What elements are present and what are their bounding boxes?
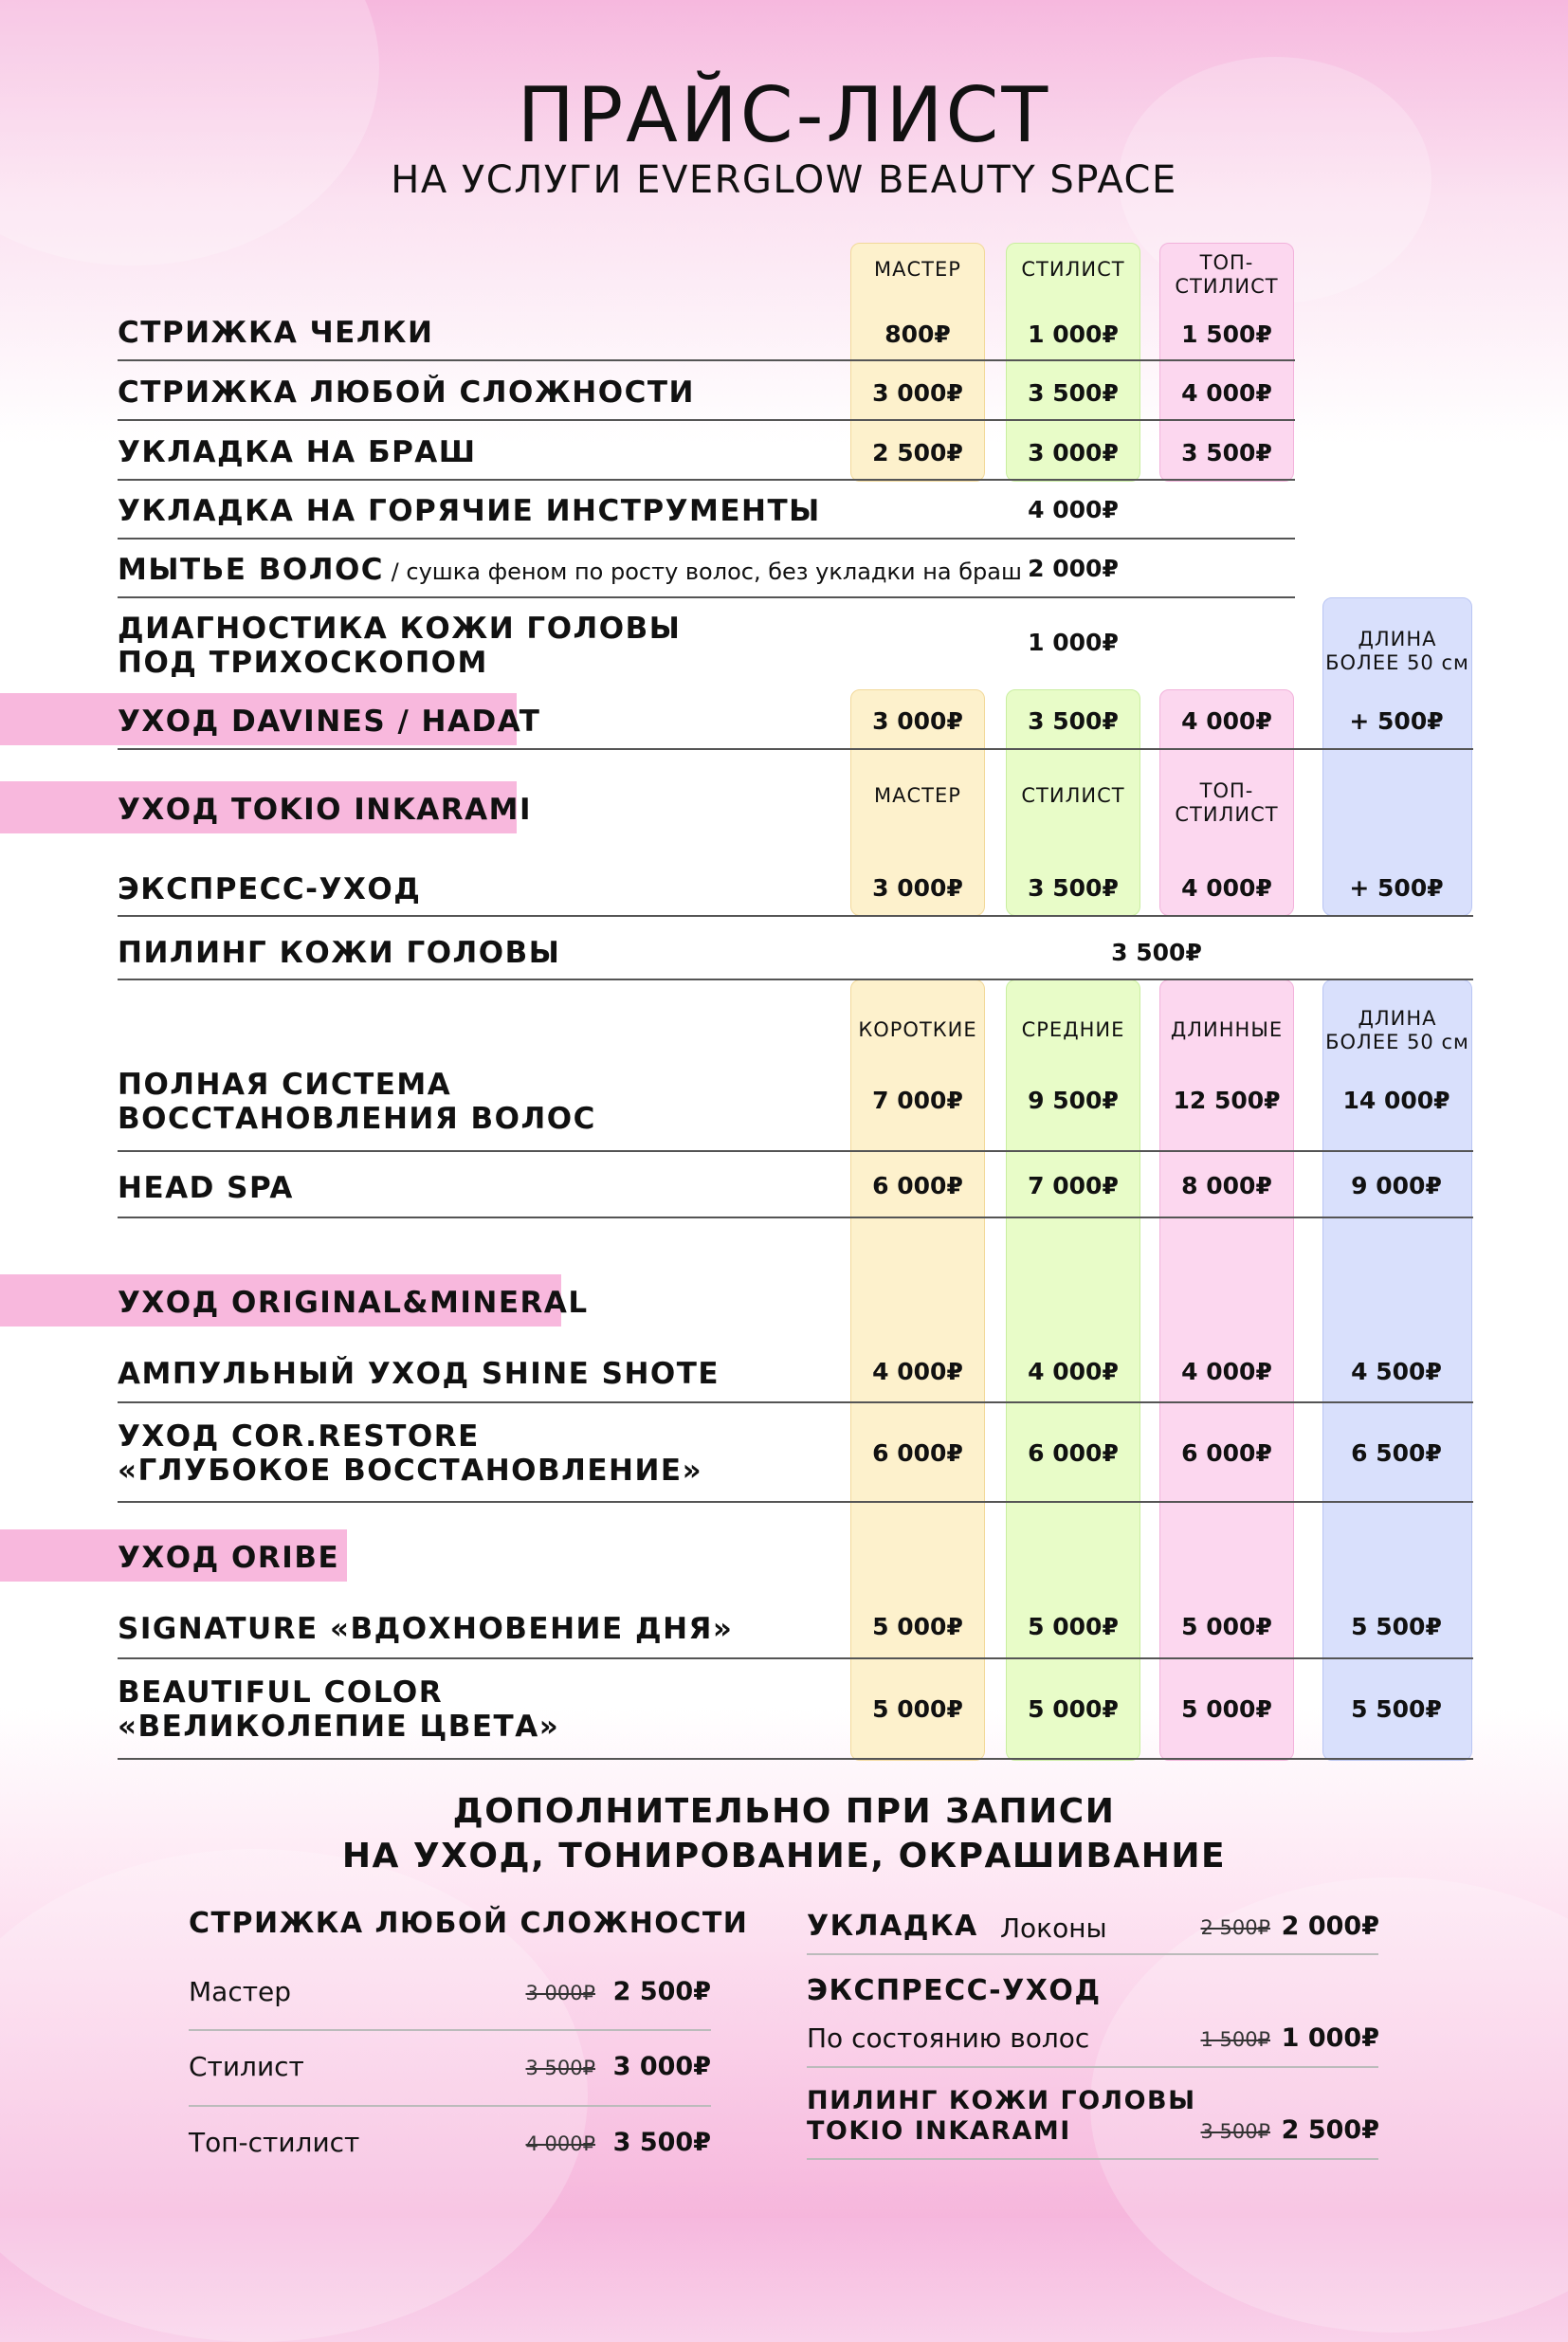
price-extra-long: 9 000₽ [1351,1172,1442,1199]
column-header: МАСТЕР [874,258,961,281]
price-master: 2 500₽ [872,439,963,467]
extra-divider [807,2158,1378,2160]
price-short: 6 000₽ [872,1172,963,1199]
row-divider [118,1150,1473,1152]
old-price: 3 500₽ [525,2057,595,2079]
service-name: ЭКСПРЕСС-УХОД [118,872,422,906]
column-header: МАСТЕР [874,784,961,807]
section-title: УХОД ORIBE [118,1541,340,1575]
price-single: 2 000₽ [1028,555,1119,582]
column-header: ДЛИНА БОЛЕЕ 50 см [1325,1007,1469,1053]
extra-label: По состоянию волос [807,2022,1090,2054]
price-stylist: 3 000₽ [1028,439,1119,467]
column-header: КОРОТКИЕ [858,1018,977,1041]
new-price: 3 500₽ [612,2128,711,2157]
price-short: 5 000₽ [872,1613,963,1640]
price-top-stylist: 4 000₽ [1181,874,1272,902]
extra-label: Стилист [189,2051,304,2082]
price-medium: 6 000₽ [1028,1439,1119,1467]
page-subtitle: НА УСЛУГИ EVERGLOW BEAUTY SPACE [391,158,1177,202]
column-header: СТИЛИСТ [1021,258,1125,281]
row-divider [118,1758,1473,1760]
old-price: 3 000₽ [525,1982,595,2004]
price-long: 8 000₽ [1181,1172,1272,1199]
row-divider [118,538,1295,540]
price-long: 4 000₽ [1181,1358,1272,1385]
column-header: СРЕДНИЕ [1021,1018,1125,1041]
row-divider [118,979,1473,980]
row-divider [118,359,1295,361]
price-long: + 500₽ [1349,707,1444,735]
service-name: HEAD SPA [118,1171,294,1205]
price-short: 7 000₽ [872,1087,963,1114]
price-medium: 5 000₽ [1028,1695,1119,1723]
price-long: + 500₽ [1349,874,1444,902]
column-header: ТОП- СТИЛИСТ [1175,779,1279,826]
column-header: ДЛИННЫЕ [1170,1018,1284,1041]
section-title: УХОД ORIGINAL&MINERAL [118,1286,589,1320]
price-extra-long: 5 500₽ [1351,1695,1442,1723]
service-name: УХОД COR.RESTORE «ГЛУБОКОЕ ВОССТАНОВЛЕНИЕ» [118,1419,703,1488]
service-name [118,553,1022,589]
price-stylist: 3 500₽ [1028,874,1119,902]
section-title: УХОД DAVINES / HADAT [118,704,541,739]
old-price: 1 500₽ [1200,2028,1270,2051]
price-master: 3 000₽ [872,707,963,735]
extra-right-title: УКЛАДКА [807,1910,978,1943]
row-divider [118,596,1295,598]
row-divider [118,479,1295,481]
new-price: 2 500₽ [612,1977,711,2006]
service-note: / сушка феном по росту волос, без укладки на браш [384,558,1022,585]
new-price: 1 000₽ [1281,2023,1379,2053]
price-single: 4 000₽ [1028,496,1119,523]
price-master: 3 000₽ [872,379,963,407]
extra-divider [807,1953,1378,1955]
price-top-stylist: 1 500₽ [1181,320,1272,348]
row-divider [118,915,1473,917]
price-medium: 4 000₽ [1028,1358,1119,1385]
extra-label: Локоны [1000,1912,1107,1944]
service-name: СТРИЖКА ЛЮБОЙ СЛОЖНОСТИ [118,375,695,410]
service-name: ДИАГНОСТИКА КОЖИ ГОЛОВЫ ПОД ТРИХОСКОПОМ [118,612,682,680]
new-price: 3 000₽ [612,2052,711,2081]
price-top-stylist: 3 500₽ [1181,439,1272,467]
row-divider [118,1501,1473,1503]
extra-title: ДОПОЛНИТЕЛЬНО ПРИ ЗАПИСИ НА УХОД, ТОНИРОВАНИЕ, ОКРАШИВАНИЕ [341,1792,1227,1875]
row-divider [118,419,1295,421]
price-extra-long: 5 500₽ [1351,1613,1442,1640]
price-long: 12 500₽ [1173,1087,1281,1114]
service-name: ПОЛНАЯ СИСТЕМА ВОССТАНОВЛЕНИЯ ВОЛОС [118,1068,596,1136]
row-divider [118,748,1473,750]
service-name: СТРИЖКА ЧЕЛКИ [118,316,434,350]
extra-right-title: ЭКСПРЕСС-УХОД [807,1974,1102,2007]
service-name: АМПУЛЬНЫЙ УХОД SHINE SHOTE [118,1357,720,1391]
row-divider [118,1657,1473,1659]
extra-divider [189,2029,711,2031]
service-name: BEAUTIFUL COLOR «ВЕЛИКОЛЕПИЕ ЦВЕТА» [118,1675,560,1744]
column-header: ТОП- СТИЛИСТ [1175,251,1279,298]
old-price: 4 000₽ [525,2132,595,2155]
extra-right-title: ПИЛИНГ КОЖИ ГОЛОВЫ TOKIO INKARAMI [807,2086,1196,2146]
extra-divider [807,2066,1378,2068]
price-master: 800₽ [884,320,951,348]
price-stylist: 3 500₽ [1028,707,1119,735]
extra-left-title: СТРИЖКА ЛЮБОЙ СЛОЖНОСТИ [189,1907,749,1940]
price-top-stylist: 4 000₽ [1181,379,1272,407]
extra-label: Топ-стилист [189,2127,360,2158]
old-price: 3 500₽ [1200,2120,1270,2143]
price-short: 5 000₽ [872,1695,963,1723]
price-extra-long: 4 500₽ [1351,1358,1442,1385]
price-long: 6 000₽ [1181,1439,1272,1467]
price-long: 5 000₽ [1181,1695,1272,1723]
price-stylist: 1 000₽ [1028,320,1119,348]
column-header: ДЛИНА БОЛЕЕ 50 см [1325,628,1469,674]
row-divider [118,1217,1473,1218]
service-name: SIGNATURE «ВДОХНОВЕНИЕ ДНЯ» [118,1612,734,1646]
price-stylist: 3 500₽ [1028,379,1119,407]
price-single: 3 500₽ [1111,939,1202,966]
service-name-text: МЫТЬЕ ВОЛОС [118,553,385,587]
price-medium: 5 000₽ [1028,1613,1119,1640]
new-price: 2 500₽ [1281,2115,1379,2145]
price-medium: 7 000₽ [1028,1172,1119,1199]
old-price: 2 500₽ [1200,1916,1270,1939]
price-long: 5 000₽ [1181,1613,1272,1640]
price-short: 4 000₽ [872,1358,963,1385]
service-name: УКЛАДКА НА БРАШ [118,435,477,469]
service-name: УКЛАДКА НА ГОРЯЧИЕ ИНСТРУМЕНТЫ [118,494,821,528]
new-price: 2 000₽ [1281,1912,1379,1941]
price-extra-long: 14 000₽ [1342,1087,1450,1114]
extra-label: Мастер [189,1976,292,2007]
price-single: 1 000₽ [1028,629,1119,656]
price-medium: 9 500₽ [1028,1087,1119,1114]
column-header: СТИЛИСТ [1021,784,1125,807]
price-short: 6 000₽ [872,1439,963,1467]
row-divider [118,1401,1473,1403]
price-top-stylist: 4 000₽ [1181,707,1272,735]
price-extra-long: 6 500₽ [1351,1439,1442,1467]
extra-divider [189,2105,711,2107]
service-name: ПИЛИНГ КОЖИ ГОЛОВЫ [118,936,561,970]
page-title: ПРАЙС-ЛИСТ [517,71,1051,159]
section-title: УХОД TOKIO INKARAMI [118,793,532,827]
price-master: 3 000₽ [872,874,963,902]
